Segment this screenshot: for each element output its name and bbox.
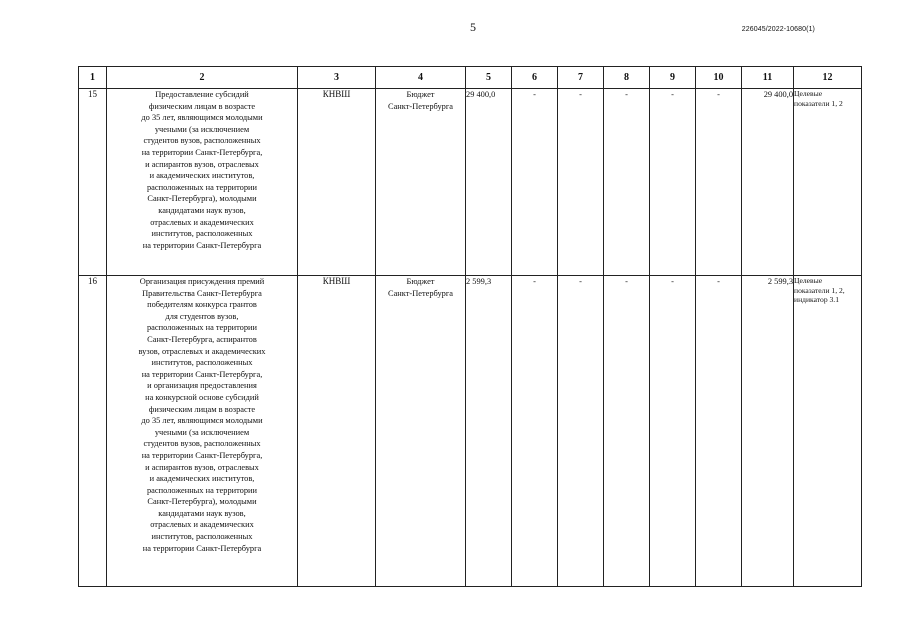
- activity-name-line: Санкт-Петербурга), молодыми: [147, 194, 257, 204]
- table-row: [79, 89, 862, 276]
- value-col-5: 2 599,3: [466, 276, 512, 587]
- funding-source-line: Бюджет: [406, 90, 435, 99]
- value-col-9: -: [650, 89, 696, 276]
- activity-name-line: и академических институтов,: [149, 171, 255, 181]
- activity-name-line: физическим лицам в возрасте: [148, 404, 256, 414]
- value-col-7: -: [558, 276, 604, 587]
- indicators: [794, 89, 862, 276]
- program-table: [78, 66, 862, 587]
- activity-name-line: отраслевых и академических: [150, 217, 254, 227]
- activity-name-line: институтов, расположенных: [151, 532, 253, 542]
- activity-name-line: на территории Санкт-Петербурга: [142, 543, 262, 553]
- activity-name-line: Предоставление субсидий: [155, 90, 249, 99]
- activity-name-line: вузов, отраслевых и академических: [138, 346, 266, 356]
- activity-name-line: и аспирантов вузов, отраслевых: [145, 462, 259, 472]
- activity-name-line: учеными (за исключением: [154, 124, 250, 134]
- activity-name-line: институтов, расположенных: [151, 358, 253, 368]
- activity-name-line: отраслевых и академических: [150, 520, 254, 530]
- value-col-8: -: [604, 89, 650, 276]
- value-col-5: 29 400,0: [466, 89, 512, 276]
- activity-name-line: и аспирантов вузов, отраслевых: [145, 159, 259, 169]
- indicators-line: показатели 1, 2: [794, 98, 843, 108]
- activity-name-line: Санкт-Петербурга), молодыми: [147, 497, 257, 507]
- value-col-9: -: [650, 276, 696, 587]
- column-header-4: 4: [376, 67, 466, 89]
- activity-name-line: студентов вузов, расположенных: [143, 439, 261, 449]
- column-header-5: 5: [466, 67, 512, 89]
- executor: КНВШ: [298, 276, 376, 587]
- activity-name-line: для студентов вузов,: [165, 311, 239, 321]
- column-header-10: 10: [696, 67, 742, 89]
- column-header-11: 11: [742, 67, 794, 89]
- value-col-8: -: [604, 276, 650, 587]
- activity-name-line: на территории Санкт-Петербурга,: [141, 450, 263, 460]
- executor: КНВШ: [298, 89, 376, 276]
- column-header-7: 7: [558, 67, 604, 89]
- activity-name: [107, 276, 298, 587]
- activity-name-line: на территории Санкт-Петербурга,: [141, 147, 263, 157]
- value-col-6: -: [512, 276, 558, 587]
- indicators: [794, 276, 862, 587]
- column-header-8: 8: [604, 67, 650, 89]
- value-col-10: -: [696, 89, 742, 276]
- column-header-6: 6: [512, 67, 558, 89]
- activity-name: [107, 89, 298, 276]
- indicators-line: Целевые: [794, 89, 823, 98]
- column-header-1: 1: [79, 67, 107, 89]
- value-col-7: -: [558, 89, 604, 276]
- column-header-12: 12: [794, 67, 862, 89]
- activity-name-line: и академических институтов,: [149, 474, 255, 484]
- activity-name-line: кандидатами наук вузов,: [158, 205, 246, 215]
- activity-name-line: институтов, расположенных: [151, 229, 253, 239]
- value-col-10: -: [696, 276, 742, 587]
- activity-name-line: учеными (за исключением: [154, 427, 250, 437]
- row-number: 16: [79, 276, 107, 587]
- activity-name-line: расположенных на территории: [146, 485, 258, 495]
- funding-source: [376, 276, 466, 587]
- activity-name-line: до 35 лет, являющимся молодыми: [141, 416, 263, 426]
- activity-name-line: расположенных на территории: [146, 323, 258, 333]
- activity-name-line: Организация присуждения премий: [139, 277, 265, 286]
- activity-name-line: и организация предоставления: [147, 381, 257, 391]
- indicators-line: показатели 1, 2,: [794, 285, 845, 295]
- value-col-11: 2 599,3: [742, 276, 794, 587]
- row-number: 15: [79, 89, 107, 276]
- activity-name-line: Правительства Санкт-Петербурга: [142, 288, 262, 298]
- value-col-6: -: [512, 89, 558, 276]
- funding-source-line: Бюджет: [406, 277, 435, 286]
- indicators-line: индикатор 3.1: [794, 295, 840, 305]
- header-row: [79, 67, 862, 89]
- funding-source-line: Санкт-Петербурга: [388, 288, 453, 298]
- column-header-2: 2: [107, 67, 298, 89]
- activity-name-line: победителям конкурса грантов: [147, 300, 257, 310]
- activity-name-line: студентов вузов, расположенных: [143, 136, 261, 146]
- funding-source: [376, 89, 466, 276]
- column-header-3: 3: [298, 67, 376, 89]
- column-header-9: 9: [650, 67, 696, 89]
- value-col-11: 29 400,0: [742, 89, 794, 276]
- activity-name-line: Санкт-Петербурга, аспирантов: [147, 334, 257, 344]
- activity-name-line: на территории Санкт-Петербурга: [142, 240, 262, 250]
- table-row: [79, 276, 862, 587]
- funding-source-line: Санкт-Петербурга: [388, 101, 453, 111]
- indicators-line: Целевые: [794, 276, 823, 285]
- activity-name-line: расположенных на территории: [146, 182, 258, 192]
- activity-name-line: до 35 лет, являющимся молодыми: [141, 113, 263, 123]
- document-id: 226045/2022-10680(1): [741, 26, 815, 33]
- activity-name-line: физическим лицам в возрасте: [148, 101, 256, 111]
- activity-name-line: кандидатами наук вузов,: [158, 508, 246, 518]
- activity-name-line: на конкурсной основе субсидий: [145, 392, 259, 402]
- page-number: 5: [470, 20, 476, 34]
- activity-name-line: на территории Санкт-Петербурга,: [141, 369, 263, 379]
